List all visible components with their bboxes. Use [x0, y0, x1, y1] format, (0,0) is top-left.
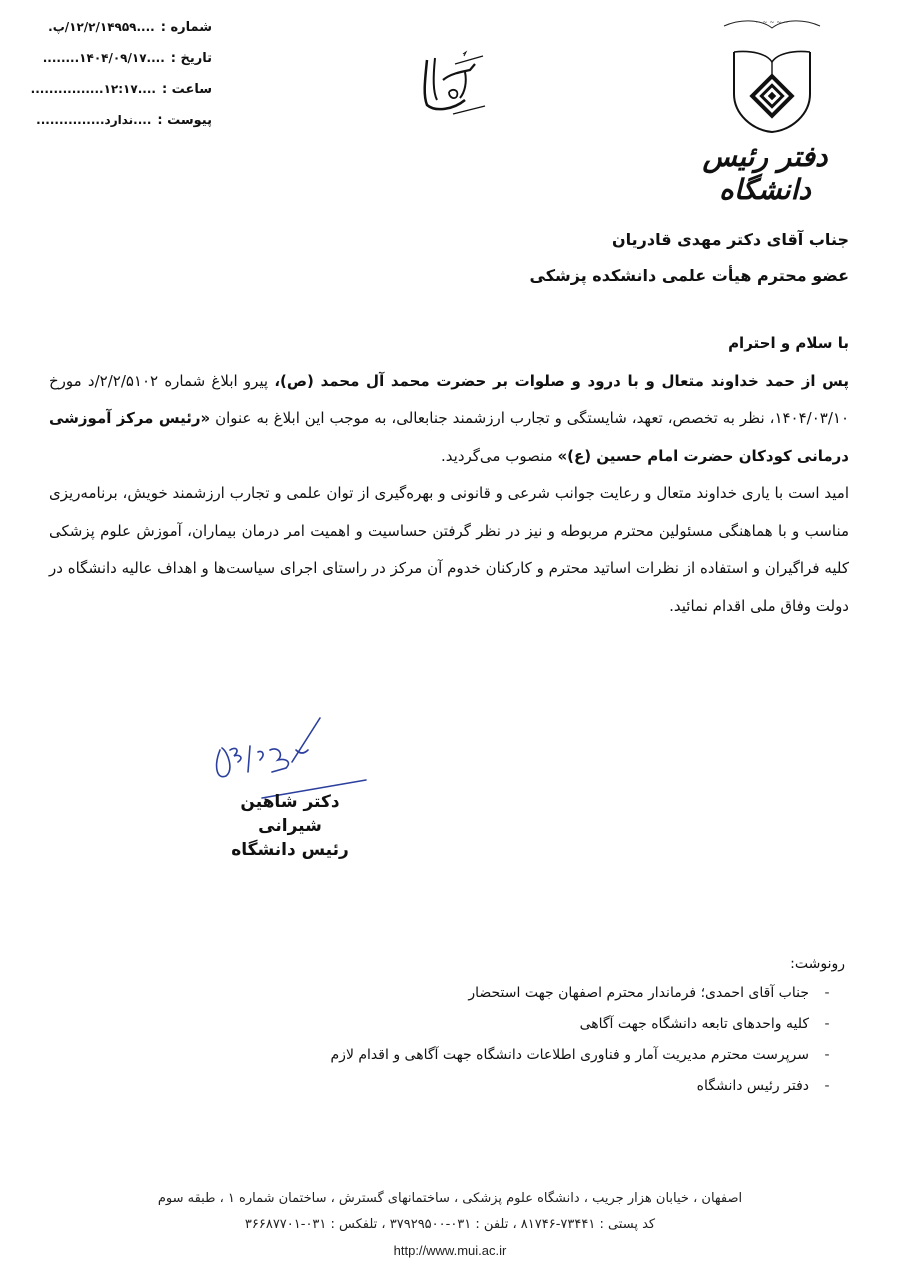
cc-list [245, 950, 845, 1102]
cc-item-text: جناب آقای احمدی؛ فرماندار محترم اصفهان جهت استحضار [468, 985, 809, 1001]
cc-item [245, 1040, 845, 1071]
paragraph-wishes: امید است با یاری خداوند متعال و رعایت جوانب شرعی و قانونی و بهره‌گیری از توان علمی و تجارب ارزشمند خویش، برنامه‌ریزی مناسب و با هماهنگی مسئولین محترم مربوطه و نیز در نظر گرفتن حساسیت و اهمیت امر درمان بیماران، آموزش علوم پزشکی کلیه فراگیران و استفاده از نظرات اساتید محترم و کارکنان خدوم آن مرکز در راستای اجرای سیاست‌ها و اهداف عالیه دانشگاه در دولت وفاق ملی اقدام نمائید. [49, 484, 849, 615]
cc-item [245, 1009, 845, 1040]
bismillah-calligraphy-icon [405, 50, 495, 120]
addressee-name: جناب آقای دکتر مهدی قادریان [611, 230, 849, 249]
meta-time [22, 82, 212, 113]
letter-meta [22, 20, 212, 144]
meta-date-value: ....۱۴۰۴/۰۹/۱۷........ [42, 51, 165, 65]
addressee-position: عضو محترم هیأت علمی دانشکده پزشکی [529, 266, 849, 285]
cc-item-text: دفتر رئیس دانشگاه [696, 1078, 809, 1094]
signatory-title: رئیس دانشگاه [231, 840, 349, 860]
cc-title: رونوشت: [790, 956, 845, 972]
intro-bold: پس از حمد خداوند متعال و با درود و صلوات بر حضرت محمد آل محمد (ص)، [274, 371, 849, 390]
meta-number-value: ....۱۲/۲/۱۴۹۵۹/پ. [48, 20, 155, 34]
meta-attachment-label: پیوست : [157, 113, 212, 128]
appointment-title: «رئیس مرکز آموزشی درمانی کودکان حضرت امام حسین (ع)» [49, 409, 849, 465]
meta-number [22, 20, 212, 51]
appointment-end: منصوب می‌گردید. [441, 446, 558, 465]
cc-item-text: کلیه واحدهای تابعه دانشگاه جهت آگاهی [579, 1016, 809, 1032]
meta-time-label: ساعت : [161, 82, 212, 97]
footer-address: اصفهان ، خیابان هزار جریب ، دانشگاه علوم پزشکی ، ساختمانهای گسترش ، ساختمان شماره ۱ ، طبقه سوم [157, 1191, 743, 1206]
office-title: دفتر رئیس دانشگاه [702, 140, 828, 206]
addressee-block [449, 222, 849, 294]
university-logo [712, 14, 832, 134]
appointment-text: پیرو ابلاغ شماره ۲/۲/۵۱۰۲/د مورخ ۱۴۰۴/۰۳/۱۰، نظر به تخصص، تعهد، شایستگی و تجارب ارزشمند جنابعالی، به موجب این ابلاغ به عنوان [49, 371, 849, 427]
meta-number-label: شماره : [160, 20, 212, 35]
meta-time-value: ....۱۲:۱۷................ [30, 82, 156, 96]
meta-attachment [22, 113, 212, 144]
dash-bullet-icon: - [824, 1078, 830, 1094]
dash-bullet-icon: - [824, 1047, 830, 1063]
paragraph-appointment [49, 363, 849, 476]
signatory [210, 790, 370, 862]
meta-date-label: تاریخ : [170, 51, 212, 66]
meta-attachment-value: ....ندارد............... [36, 113, 152, 127]
footer-website-link[interactable]: http://www.mui.ac.ir [393, 1243, 507, 1258]
logo-caption: ~ ~ ~ ~ ~ [755, 19, 789, 26]
dash-bullet-icon: - [824, 985, 830, 1001]
cc-item [245, 1071, 845, 1102]
footer-contact: کد پستی : ۷۳۴۴۱-۸۱۷۴۶ ، تلفن : ۰۳۱-۳۷۹۲۹۵۰۰ ، تلفکس : ۰۳۱-۳۶۶۸۷۷۰۱ [244, 1217, 656, 1232]
cc-item-text: سرپرست محترم مدیریت آمار و فناوری اطلاعات دانشگاه جهت آگاهی و اقدام لازم [330, 1047, 809, 1063]
meta-date [22, 51, 212, 82]
footer [100, 1186, 800, 1264]
cc-item [245, 978, 845, 1009]
greeting: با سلام و احترام [728, 334, 849, 352]
letter-body [49, 325, 849, 625]
dash-bullet-icon: - [824, 1016, 830, 1032]
signatory-name: دکتر شاهین شیرانی [240, 792, 340, 836]
